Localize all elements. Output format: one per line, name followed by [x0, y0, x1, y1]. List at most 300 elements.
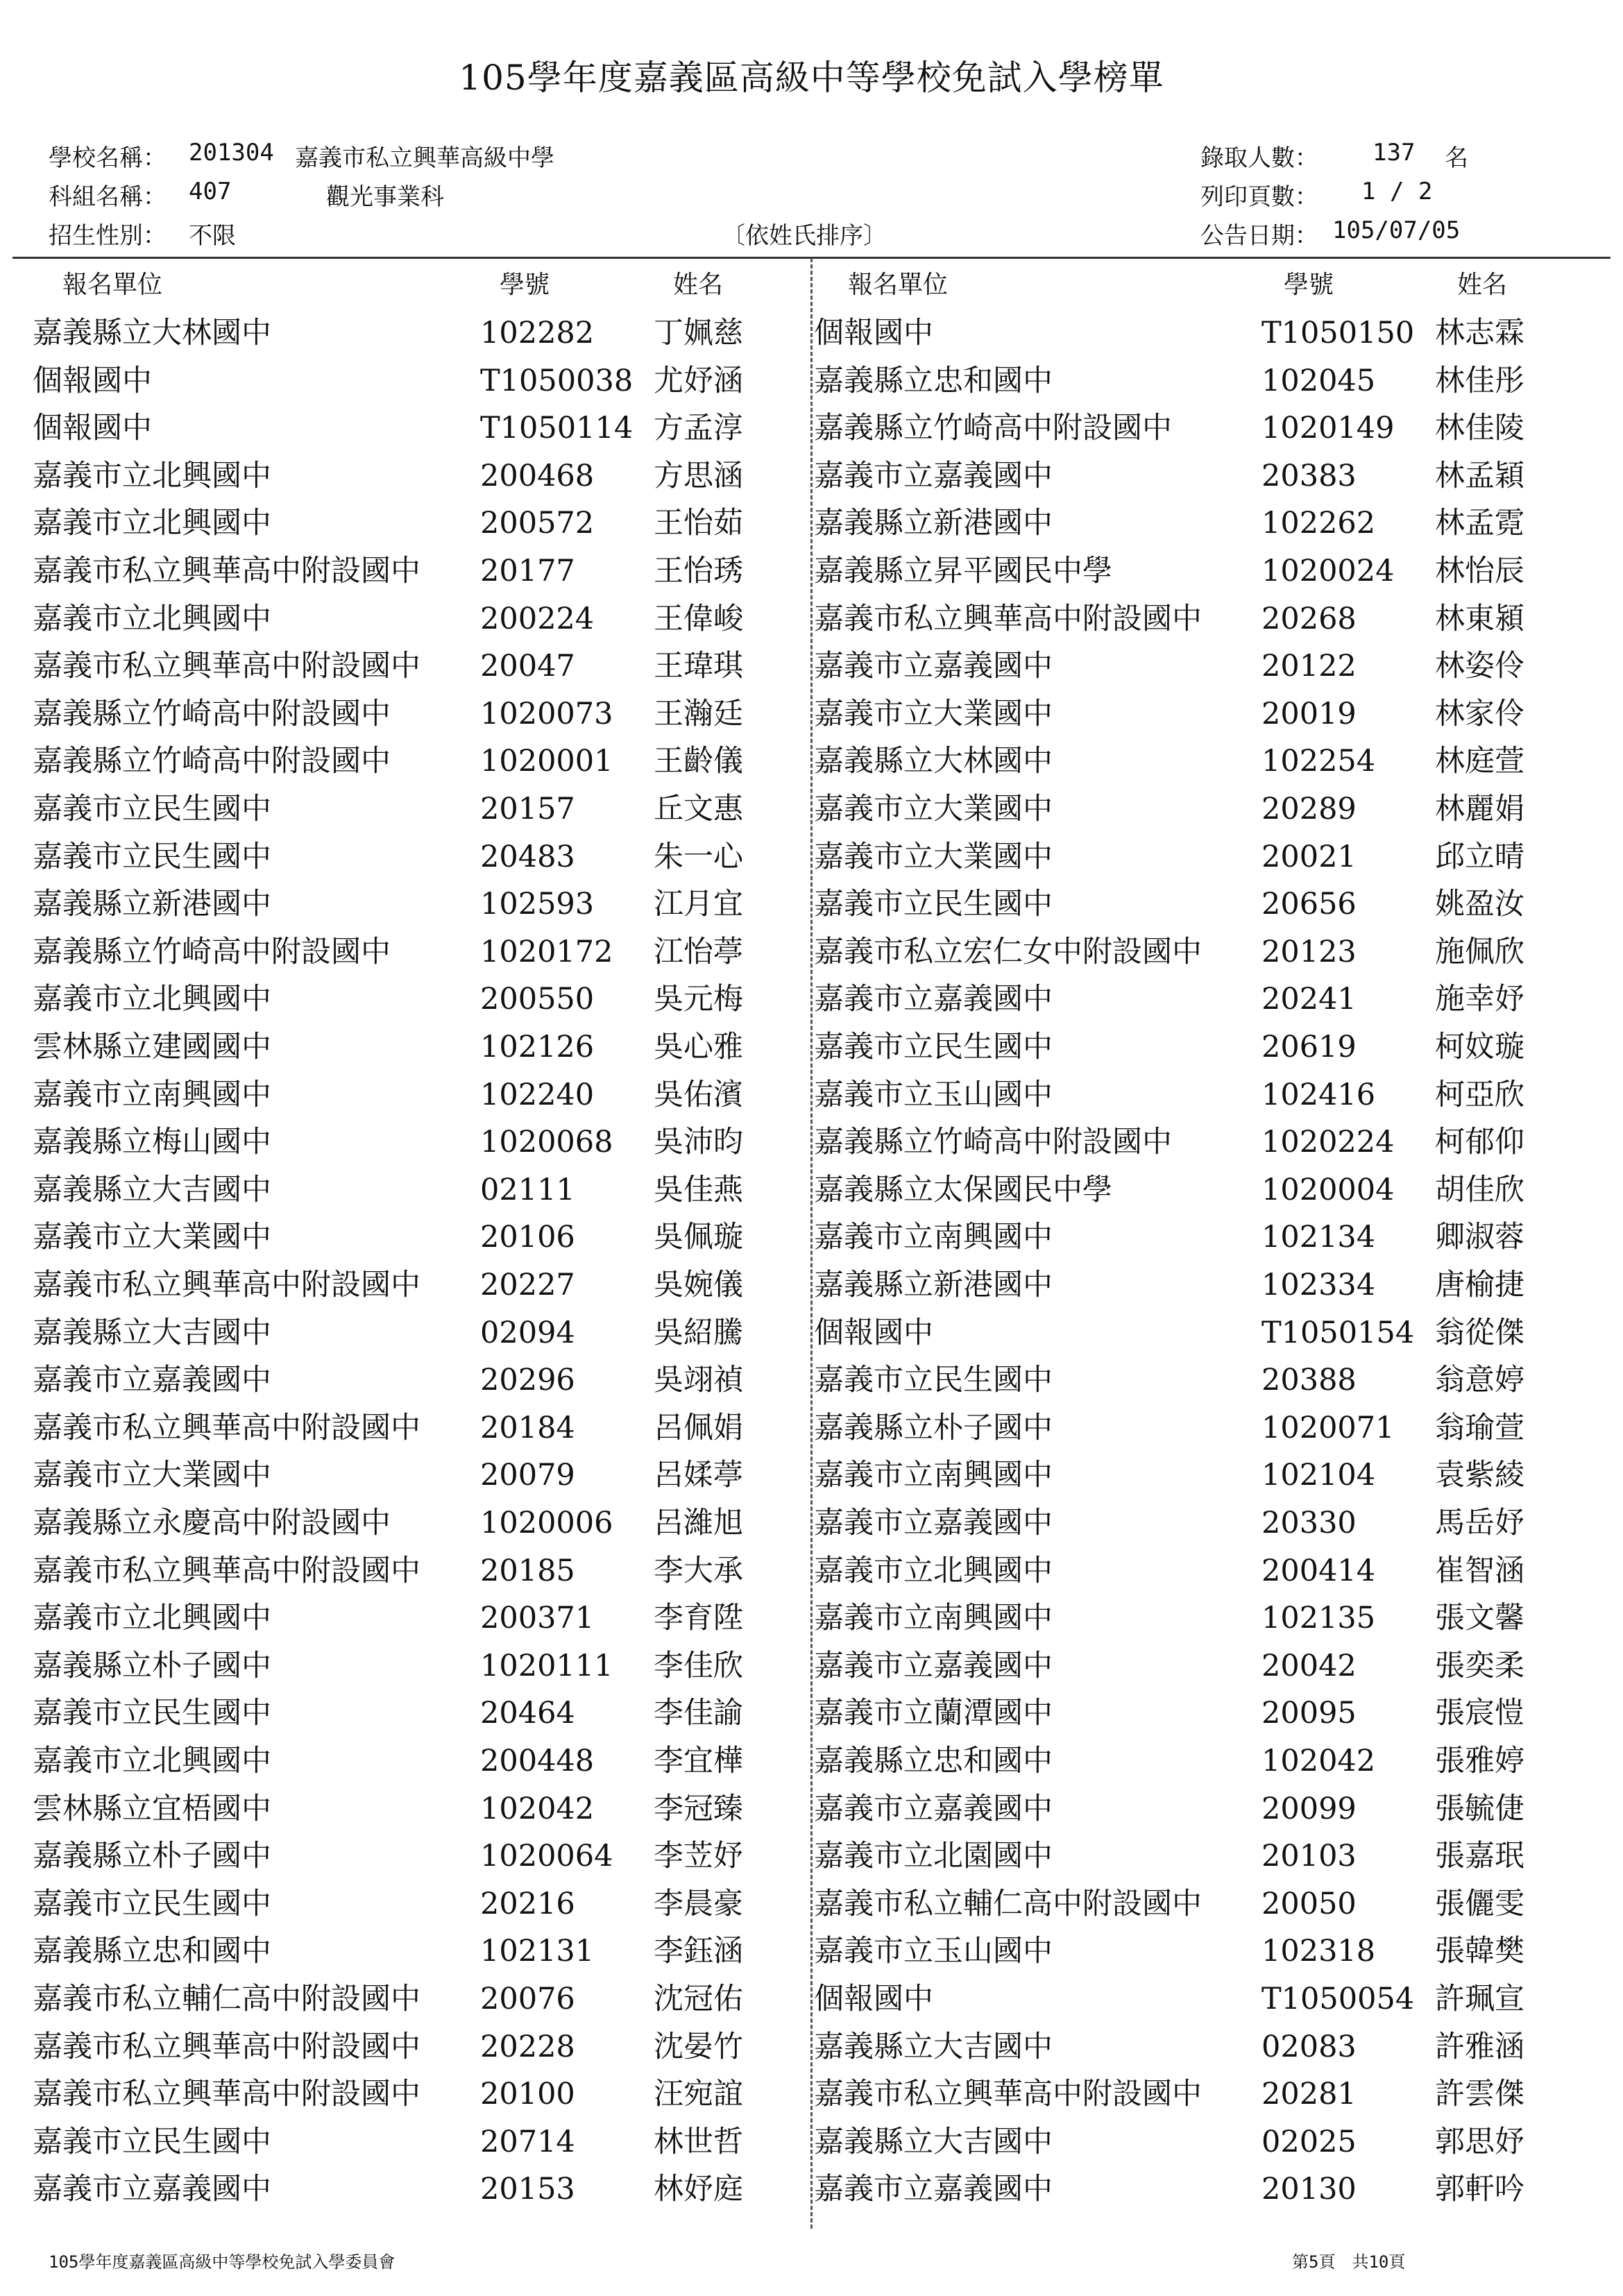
sort-note: 〔依姓氏排序〕 [722, 222, 887, 250]
school-unit: 嘉義市立民生國中 [33, 1696, 271, 1731]
table-row [0, 690, 1623, 738]
student-id: 102042 [1261, 1744, 1376, 1778]
student-id: 1020149 [1261, 411, 1395, 446]
footer-org: 105學年度嘉義區高級中等學校免試入學委員會 [49, 2252, 396, 2272]
student-id: 20281 [1261, 2077, 1357, 2112]
student-id: 200448 [480, 1744, 595, 1778]
table-row [0, 1404, 1623, 1452]
school-unit: 嘉義縣立朴子國中 [33, 1839, 271, 1874]
school-unit: 嘉義市立嘉義國中 [33, 2172, 271, 2207]
dept-code: 407 [189, 178, 232, 205]
school-unit: 嘉義市私立興華高中附設國中 [33, 1410, 420, 1445]
student-id: 200468 [480, 458, 595, 493]
table-row [0, 1690, 1623, 1737]
school-unit: 嘉義市立北興國中 [814, 1553, 1053, 1588]
table-row [0, 928, 1623, 976]
student-name: 吳心雅 [654, 1030, 743, 1064]
student-name: 呂濰旭 [654, 1506, 743, 1540]
student-name: 姚盈汝 [1435, 887, 1524, 922]
student-name: 林志霖 [1435, 316, 1524, 350]
school-unit: 嘉義市私立興華高中附設國中 [814, 601, 1202, 636]
admit-value: 137 [1373, 139, 1416, 167]
school-unit: 嘉義市私立輔仁高中附設國中 [33, 1982, 420, 2016]
student-name: 柯亞欣 [1435, 1077, 1524, 1112]
student-id: 02094 [480, 1315, 575, 1350]
school-unit: 嘉義縣立竹崎高中附設國中 [33, 744, 391, 779]
table-row [0, 2070, 1623, 2118]
student-id: 20047 [480, 649, 575, 684]
student-name: 張文馨 [1435, 1601, 1524, 1636]
student-id: 20050 [1261, 1886, 1357, 1921]
school-unit: 嘉義市立嘉義國中 [814, 1648, 1053, 1683]
student-id: 20042 [1261, 1648, 1357, 1683]
student-id: 102334 [1261, 1268, 1376, 1302]
student-name: 張儷雯 [1435, 1886, 1524, 1921]
student-id: 102318 [1261, 1934, 1376, 1969]
school-unit: 嘉義市立民生國中 [814, 1363, 1053, 1398]
student-name: 方思涵 [654, 458, 743, 493]
school-unit: 嘉義市立大業國中 [814, 792, 1053, 826]
school-unit: 嘉義市私立興華高中附設國中 [33, 649, 420, 684]
student-name: 林怡辰 [1435, 554, 1524, 588]
student-name: 施幸妤 [1435, 982, 1524, 1017]
school-unit: 嘉義市私立興華高中附設國中 [33, 2077, 420, 2112]
school-unit: 嘉義縣立梅山國中 [33, 1125, 271, 1160]
student-name: 吳翊禎 [654, 1363, 743, 1398]
table-row [0, 785, 1623, 833]
student-id: 20483 [480, 839, 575, 874]
student-name: 吳佳燕 [654, 1172, 743, 1207]
school-unit: 嘉義市立玉山國中 [814, 1077, 1053, 1112]
student-id: 1020024 [1261, 554, 1395, 588]
footer-page-info: 第5頁 共10頁 [1292, 2252, 1406, 2272]
table-row [0, 595, 1623, 643]
school-unit: 嘉義縣立昇平國民中學 [814, 554, 1112, 588]
student-name: 翁瑜萱 [1435, 1410, 1524, 1445]
student-name: 林孟霓 [1435, 506, 1524, 541]
student-id: 20099 [1261, 1791, 1357, 1826]
student-name: 林佳陵 [1435, 411, 1524, 446]
student-name: 林家伶 [1435, 696, 1524, 731]
school-unit: 嘉義市立大業國中 [814, 839, 1053, 874]
student-name: 張奕柔 [1435, 1648, 1524, 1683]
table-row [0, 2023, 1623, 2070]
page-value: 1 / 2 [1361, 178, 1433, 205]
student-name: 胡佳欣 [1435, 1172, 1524, 1207]
table-row [0, 1595, 1623, 1642]
school-unit: 個報國中 [33, 363, 152, 398]
school-unit: 嘉義縣立忠和國中 [814, 363, 1053, 398]
table-row [0, 1642, 1623, 1690]
school-unit: 嘉義市立民生國中 [33, 792, 271, 826]
date-value: 105/07/05 [1332, 216, 1461, 244]
school-unit: 嘉義縣立大林國中 [814, 744, 1053, 779]
table-row [0, 452, 1623, 500]
student-id: 20268 [1261, 601, 1357, 636]
table-row [0, 881, 1623, 928]
student-name: 汪宛誼 [654, 2077, 743, 2112]
student-id: T1050054 [1261, 1982, 1415, 2016]
student-id: 20241 [1261, 982, 1357, 1017]
student-name: 翁意婷 [1435, 1363, 1524, 1398]
table-row [0, 1261, 1623, 1309]
gender-label: 招生性別： [49, 222, 167, 250]
student-id: 20228 [480, 2029, 575, 2064]
page-title: 105學年度嘉義區高級中等學校免試入學榜單 [459, 58, 1164, 98]
student-id: 1020111 [480, 1648, 613, 1683]
school-unit: 嘉義市立南興國中 [814, 1601, 1053, 1636]
admit-label: 錄取人數： [1200, 144, 1318, 172]
school-unit: 嘉義市立北興國中 [33, 982, 271, 1017]
school-unit: 嘉義市立北興國中 [33, 506, 271, 541]
school-code: 201304 [189, 139, 274, 167]
col-header-id-right: 學號 [1284, 271, 1334, 299]
student-id: 20184 [480, 1410, 575, 1445]
student-name: 吳婉儀 [654, 1268, 743, 1302]
student-id: 20177 [480, 554, 575, 588]
student-id: 1020068 [480, 1125, 613, 1160]
school-unit: 嘉義市立大業國中 [814, 696, 1053, 731]
student-id: 102416 [1261, 1077, 1376, 1112]
student-id: 20157 [480, 792, 575, 826]
student-id: 20289 [1261, 792, 1357, 826]
student-id: 20383 [1261, 458, 1357, 493]
dept-name: 觀光事業科 [326, 183, 444, 211]
school-unit: 嘉義市立北園國中 [814, 1839, 1053, 1874]
student-id: 102262 [1261, 506, 1376, 541]
school-unit: 嘉義縣立新港國中 [814, 1268, 1053, 1302]
student-id: 102126 [480, 1030, 595, 1064]
student-name: 邱立晴 [1435, 839, 1524, 874]
school-unit: 嘉義市立民生國中 [33, 2124, 271, 2159]
school-unit: 個報國中 [33, 411, 152, 446]
table-row [0, 405, 1623, 452]
student-name: 卿淑蓉 [1435, 1220, 1524, 1255]
table-row [0, 1832, 1623, 1880]
col-header-id-left: 學號 [500, 271, 550, 299]
table-row [0, 738, 1623, 785]
school-unit: 嘉義縣立竹崎高中附設國中 [814, 1125, 1172, 1160]
school-unit: 嘉義市立北興國中 [33, 458, 271, 493]
student-id: 20079 [480, 1458, 575, 1493]
school-unit: 嘉義縣立大吉國中 [814, 2124, 1053, 2159]
student-id: 20153 [480, 2172, 575, 2207]
student-id: 20100 [480, 2077, 575, 2112]
student-name: 尤妤涵 [654, 363, 743, 398]
table-row [0, 1975, 1623, 2023]
student-id: 1020001 [480, 744, 613, 779]
student-id: T1050150 [1261, 316, 1415, 350]
student-id: 20106 [480, 1220, 575, 1255]
student-name: 林東潁 [1435, 601, 1524, 636]
student-name: 施佩欣 [1435, 934, 1524, 969]
student-id: 20122 [1261, 649, 1357, 684]
school-unit: 嘉義市立嘉義國中 [33, 1363, 271, 1398]
student-name: 吳紹騰 [654, 1315, 743, 1350]
student-id: 200414 [1261, 1553, 1376, 1588]
student-id: T1050114 [480, 411, 634, 446]
table-row [0, 357, 1623, 405]
table-row [0, 2118, 1623, 2166]
student-id: 20464 [480, 1696, 575, 1731]
student-name: 呂媃葶 [654, 1458, 743, 1493]
school-name: 嘉義市私立興華高級中學 [295, 144, 554, 172]
table-row [0, 547, 1623, 595]
col-header-unit-left: 報名單位 [62, 271, 163, 299]
student-name: 林佳彤 [1435, 363, 1524, 398]
table-row [0, 1547, 1623, 1595]
student-name: 丘文惠 [654, 792, 743, 826]
col-header-name-right: 姓名 [1457, 271, 1508, 299]
school-unit: 嘉義縣立朴子國中 [33, 1648, 271, 1683]
student-id: 20095 [1261, 1696, 1357, 1731]
table-row [0, 1309, 1623, 1357]
school-unit: 嘉義市立嘉義國中 [814, 649, 1053, 684]
school-unit: 嘉義市立北興國中 [33, 601, 271, 636]
student-id: 102131 [480, 1934, 595, 1969]
student-name: 李苙妤 [654, 1839, 743, 1874]
table-row [0, 1928, 1623, 1975]
school-unit: 個報國中 [814, 1982, 933, 2016]
student-name: 江怡葶 [654, 934, 743, 969]
table-row [0, 643, 1623, 690]
page-label: 列印頁數： [1200, 183, 1318, 211]
student-name: 李鈺涵 [654, 1934, 743, 1969]
student-name: 吳沛昀 [654, 1125, 743, 1160]
student-name: 林妤庭 [654, 2172, 743, 2207]
student-id: 20019 [1261, 696, 1357, 731]
school-unit: 嘉義市立北興國中 [33, 1744, 271, 1778]
student-name: 張韓樊 [1435, 1934, 1524, 1969]
student-id: 20130 [1261, 2172, 1357, 2207]
student-name: 翁從傑 [1435, 1315, 1524, 1350]
gender-value: 不限 [189, 222, 236, 250]
school-unit: 嘉義市立北興國中 [33, 1601, 271, 1636]
student-name: 許雅涵 [1435, 2029, 1524, 2064]
student-id: 20216 [480, 1886, 575, 1921]
table-row [0, 1452, 1623, 1499]
school-unit: 嘉義市立民生國中 [814, 887, 1053, 922]
school-unit: 嘉義市私立宏仁女中附設國中 [814, 934, 1202, 969]
school-unit: 嘉義市立嘉義國中 [814, 982, 1053, 1017]
school-unit: 雲林縣立建國國中 [33, 1030, 271, 1064]
student-id: 20656 [1261, 887, 1357, 922]
student-name: 李宜樺 [654, 1744, 743, 1778]
school-unit: 嘉義縣立朴子國中 [814, 1410, 1053, 1445]
school-unit: 嘉義市立玉山國中 [814, 1934, 1053, 1969]
table-row [0, 1214, 1623, 1261]
student-id: 102104 [1261, 1458, 1376, 1493]
col-header-name-left: 姓名 [673, 271, 724, 299]
school-unit: 嘉義縣立大吉國中 [33, 1172, 271, 1207]
student-name: 袁紫綾 [1435, 1458, 1524, 1493]
student-id: 02111 [480, 1172, 575, 1207]
school-unit: 嘉義市私立輔仁高中附設國中 [814, 1886, 1202, 1921]
student-name: 李晨豪 [654, 1886, 743, 1921]
student-name: 崔智涵 [1435, 1553, 1524, 1588]
table-row [0, 1166, 1623, 1214]
school-unit: 嘉義市私立興華高中附設國中 [33, 1553, 420, 1588]
school-unit: 嘉義縣立大林國中 [33, 316, 271, 350]
school-unit: 嘉義縣立新港國中 [814, 506, 1053, 541]
school-unit: 嘉義縣立太保國民中學 [814, 1172, 1112, 1207]
school-unit: 個報國中 [814, 1315, 933, 1350]
student-name: 李佳諭 [654, 1696, 743, 1731]
school-unit: 嘉義市立民生國中 [814, 1030, 1053, 1064]
student-name: 李佳欣 [654, 1648, 743, 1683]
school-unit: 嘉義縣立竹崎高中附設國中 [33, 696, 391, 731]
student-id: 200371 [480, 1601, 595, 1636]
school-unit: 嘉義縣立大吉國中 [814, 2029, 1053, 2064]
school-unit: 嘉義縣立竹崎高中附設國中 [814, 411, 1172, 446]
table-row [0, 1071, 1623, 1119]
student-name: 林庭萱 [1435, 744, 1524, 779]
col-header-unit-right: 報名單位 [848, 271, 949, 299]
student-id: 20388 [1261, 1363, 1357, 1398]
student-name: 柯妏璇 [1435, 1030, 1524, 1064]
student-id: 102042 [480, 1791, 595, 1826]
student-id: 20227 [480, 1268, 575, 1302]
school-unit: 嘉義市立南興國中 [33, 1077, 271, 1112]
table-row [0, 309, 1623, 357]
school-unit: 嘉義市立嘉義國中 [814, 1791, 1053, 1826]
school-unit: 嘉義市私立興華高中附設國中 [33, 1268, 420, 1302]
table-row [0, 833, 1623, 881]
school-unit: 嘉義市立民生國中 [33, 839, 271, 874]
student-name: 張嘉珉 [1435, 1839, 1524, 1874]
dept-label: 科組名稱： [49, 183, 167, 211]
student-id: 20296 [480, 1363, 575, 1398]
student-id: T1050154 [1261, 1315, 1415, 1350]
table-row [0, 2166, 1623, 2213]
student-id: 1020006 [480, 1506, 613, 1540]
school-unit: 嘉義縣立竹崎高中附設國中 [33, 934, 391, 969]
student-name: 張宸愷 [1435, 1696, 1524, 1731]
student-name: 朱一心 [654, 839, 743, 874]
student-id: 102134 [1261, 1220, 1376, 1255]
school-unit: 雲林縣立宜梧國中 [33, 1791, 271, 1826]
student-name: 江月宜 [654, 887, 743, 922]
student-name: 郭思妤 [1435, 2124, 1524, 2159]
student-id: 1020071 [1261, 1410, 1395, 1445]
date-label: 公告日期： [1200, 222, 1318, 250]
student-name: 王怡茹 [654, 506, 743, 541]
table-row [0, 1119, 1623, 1166]
student-id: 102593 [480, 887, 595, 922]
student-name: 郭軒吟 [1435, 2172, 1524, 2207]
student-name: 林孟穎 [1435, 458, 1524, 493]
student-name: 王瀚廷 [654, 696, 743, 731]
student-name: 李大承 [654, 1553, 743, 1588]
student-id: 1020073 [480, 696, 613, 731]
school-unit: 嘉義市立南興國中 [814, 1458, 1053, 1493]
student-name: 林姿伶 [1435, 649, 1524, 684]
school-unit: 嘉義市立南興國中 [814, 1220, 1053, 1255]
student-name: 李育陞 [654, 1601, 743, 1636]
student-name: 吳元梅 [654, 982, 743, 1017]
table-row [0, 1737, 1623, 1785]
student-id: 20619 [1261, 1030, 1357, 1064]
school-unit: 嘉義市立大業國中 [33, 1458, 271, 1493]
student-id: 1020172 [480, 934, 613, 969]
school-unit: 嘉義縣立新港國中 [33, 887, 271, 922]
student-name: 馬岳妤 [1435, 1506, 1524, 1540]
student-name: 柯郁仰 [1435, 1125, 1524, 1160]
school-unit: 嘉義市立嘉義國中 [814, 458, 1053, 493]
student-name: 林世哲 [654, 2124, 743, 2159]
student-name: 王齡儀 [654, 744, 743, 779]
school-unit: 個報國中 [814, 316, 933, 350]
school-unit: 嘉義縣立忠和國中 [814, 1744, 1053, 1778]
student-name: 沈冠佑 [654, 1982, 743, 2016]
student-id: 200550 [480, 982, 595, 1017]
student-id: 02083 [1261, 2029, 1357, 2064]
school-unit: 嘉義市立大業國中 [33, 1220, 271, 1255]
student-name: 吳佑濱 [654, 1077, 743, 1112]
table-row [0, 1785, 1623, 1832]
student-id: 200224 [480, 601, 595, 636]
student-name: 呂佩娟 [654, 1410, 743, 1445]
student-name: 王瑋琪 [654, 649, 743, 684]
student-id: 1020224 [1261, 1125, 1395, 1160]
student-name: 方孟淳 [654, 411, 743, 446]
student-id: T1050038 [480, 363, 634, 398]
student-name: 唐榆捷 [1435, 1268, 1524, 1302]
table-row [0, 976, 1623, 1023]
table-row [0, 1499, 1623, 1547]
student-name: 許雲傑 [1435, 2077, 1524, 2112]
table-row [0, 1357, 1623, 1404]
student-name: 王怡琇 [654, 554, 743, 588]
school-unit: 嘉義市立嘉義國中 [814, 2172, 1053, 2207]
student-id: 20076 [480, 1982, 575, 2016]
table-row [0, 1023, 1623, 1071]
school-unit: 嘉義市私立興華高中附設國中 [814, 2077, 1202, 2112]
student-id: 20330 [1261, 1506, 1357, 1540]
student-id: 1020004 [1261, 1172, 1395, 1207]
school-unit: 嘉義縣立忠和國中 [33, 1934, 271, 1969]
student-id: 102045 [1261, 363, 1376, 398]
student-name: 張雅婷 [1435, 1744, 1524, 1778]
table-row [0, 1880, 1623, 1928]
student-name: 李冠臻 [654, 1791, 743, 1826]
student-id: 20123 [1261, 934, 1357, 969]
student-id: 20103 [1261, 1839, 1357, 1874]
student-name: 丁姵慈 [654, 316, 743, 350]
student-name: 王偉峻 [654, 601, 743, 636]
student-id: 102282 [480, 316, 595, 350]
student-id: 20714 [480, 2124, 575, 2159]
student-name: 沈晏竹 [654, 2029, 743, 2064]
student-id: 1020064 [480, 1839, 613, 1874]
table-row [0, 500, 1623, 547]
school-unit: 嘉義市立民生國中 [33, 1886, 271, 1921]
student-name: 張毓倢 [1435, 1791, 1524, 1826]
school-unit: 嘉義市立蘭潭國中 [814, 1696, 1053, 1731]
student-id: 102135 [1261, 1601, 1376, 1636]
school-unit: 嘉義縣立大吉國中 [33, 1315, 271, 1350]
school-unit: 嘉義縣立永慶高中附設國中 [33, 1506, 391, 1540]
student-name: 林麗娟 [1435, 792, 1524, 826]
school-unit: 嘉義市私立興華高中附設國中 [33, 2029, 420, 2064]
school-unit: 嘉義市私立興華高中附設國中 [33, 554, 420, 588]
school-unit: 嘉義市立嘉義國中 [814, 1506, 1053, 1540]
student-id: 102240 [480, 1077, 595, 1112]
student-name: 許珮宣 [1435, 1982, 1524, 2016]
school-label: 學校名稱： [49, 144, 167, 172]
admit-unit: 名 [1445, 144, 1468, 172]
student-name: 吳佩璇 [654, 1220, 743, 1255]
